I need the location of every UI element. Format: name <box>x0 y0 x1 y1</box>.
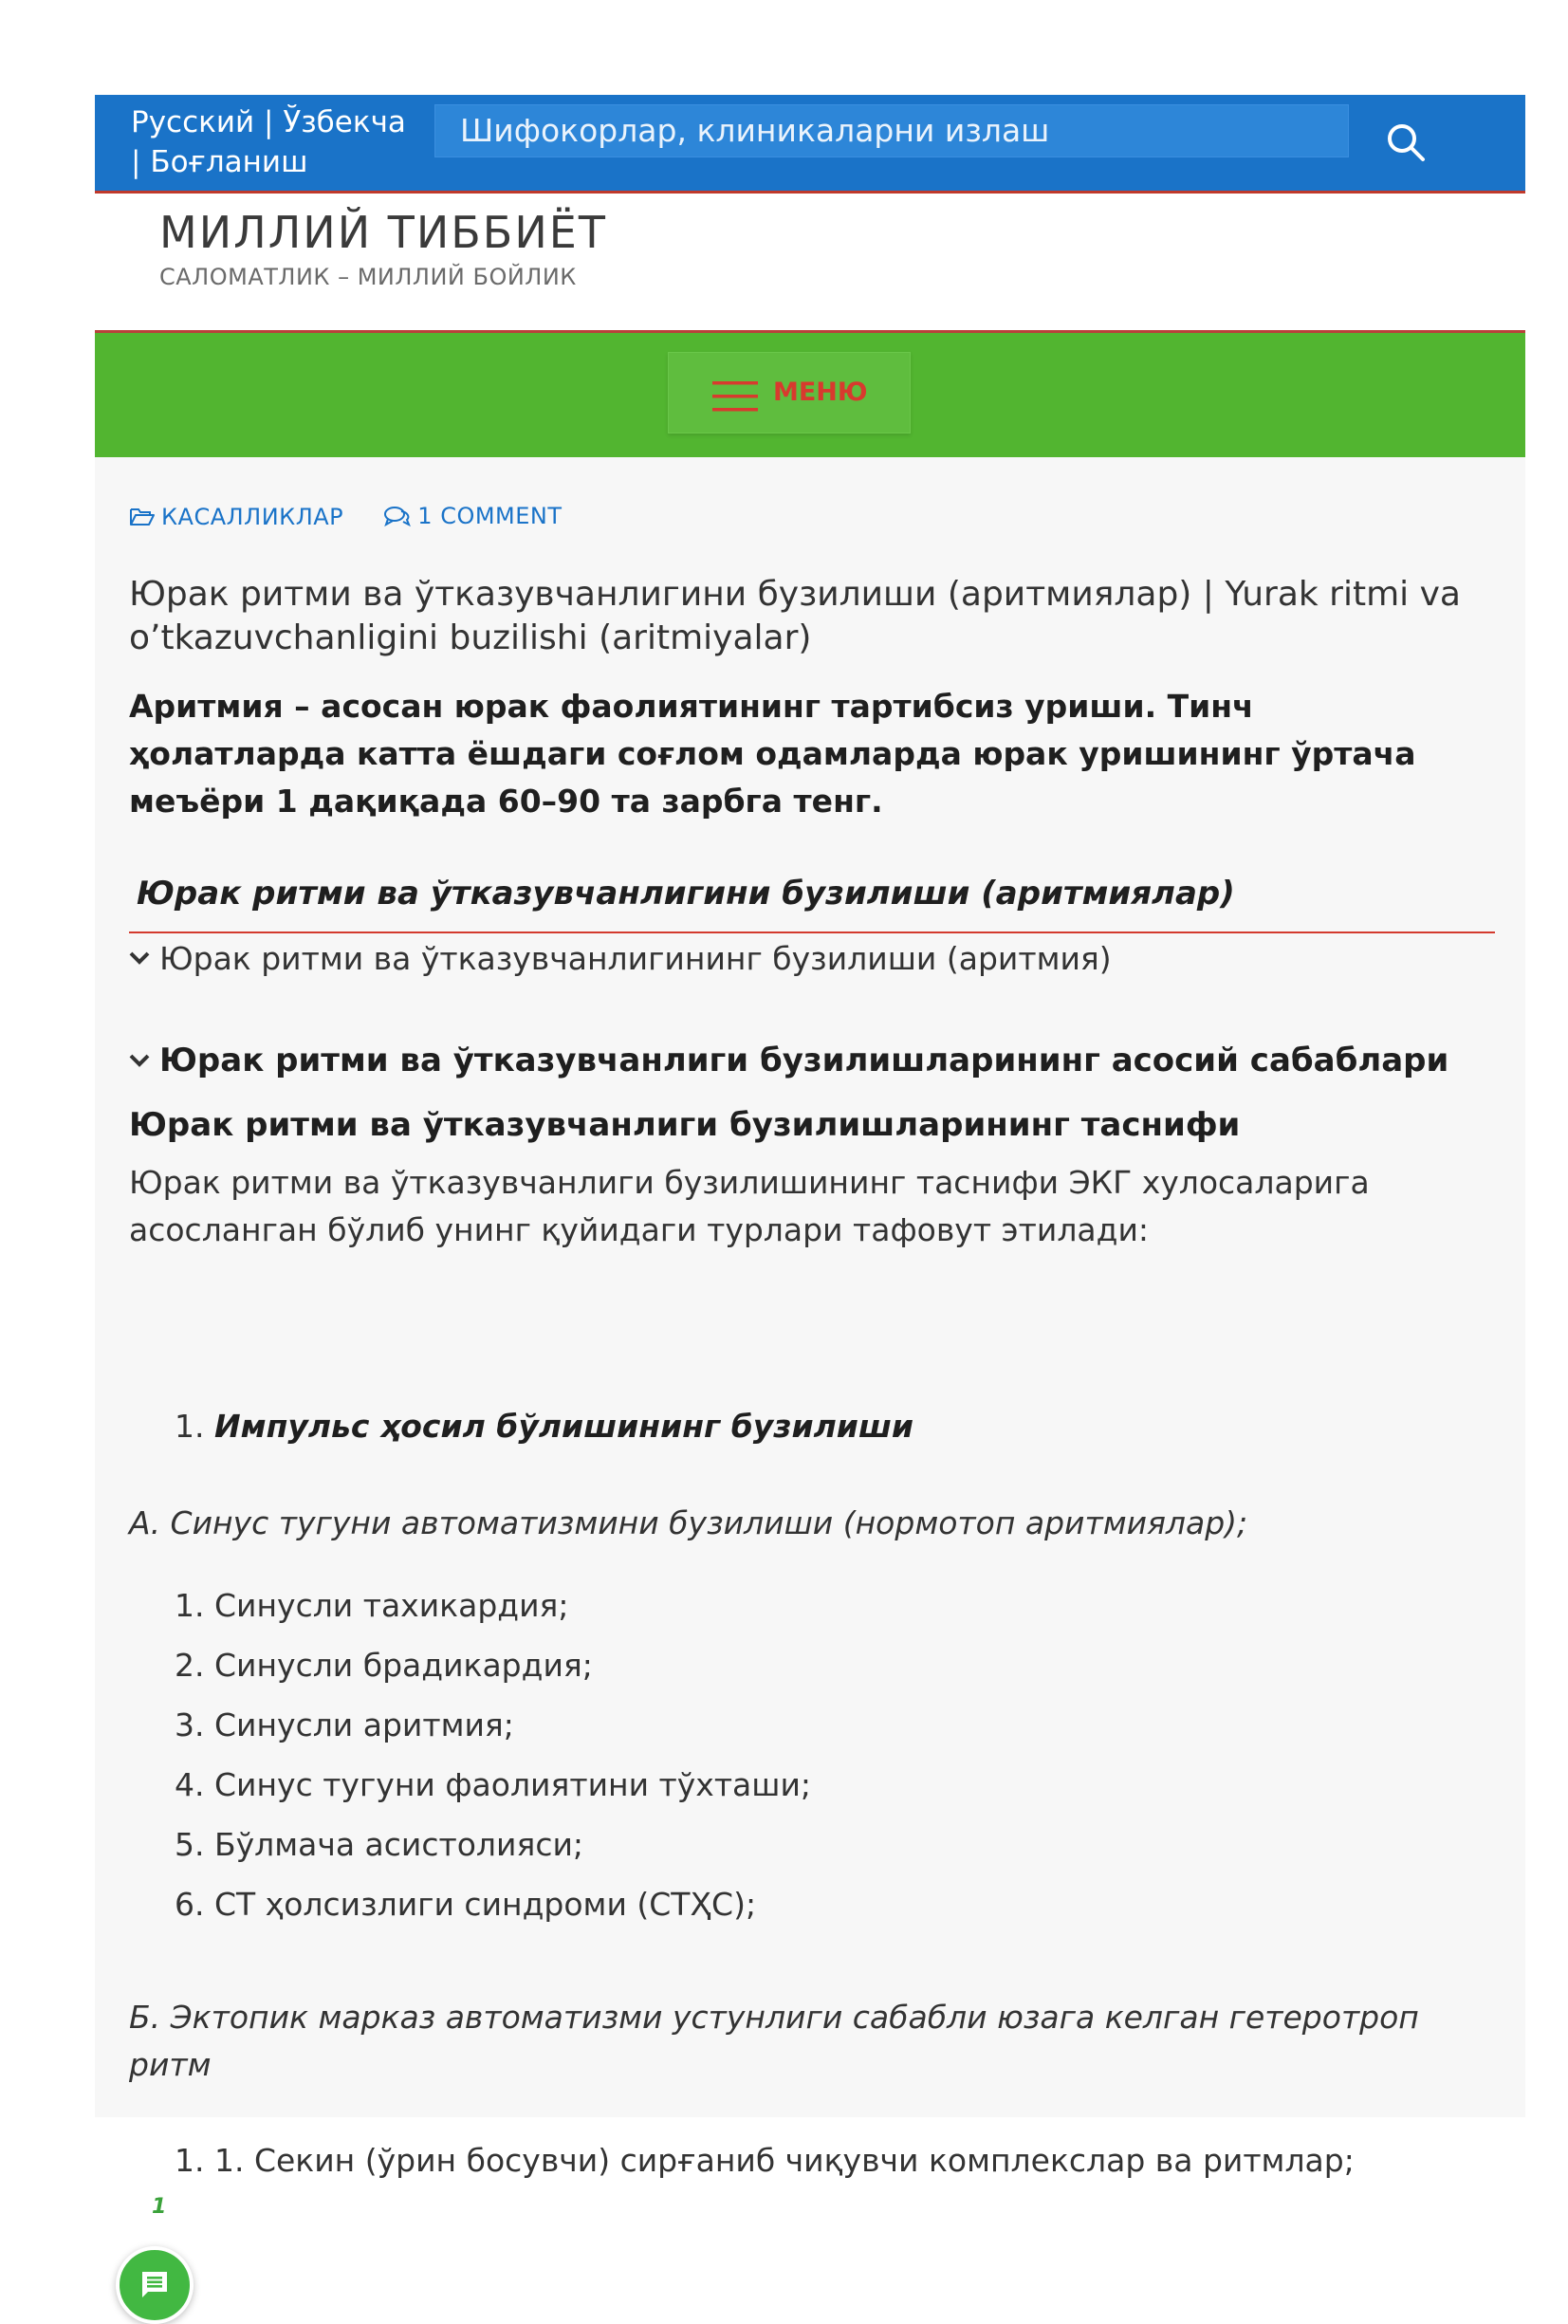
list-item: 4. Синус тугуни фаолиятини тўхташи; <box>175 1766 812 1803</box>
lang-russian-link[interactable]: Русский <box>131 105 255 139</box>
section-paragraph: Юрак ритми ва ўтказувчанлиги бузилишининг таснифи ЭКГ хулосаларига асосланган бўлиб унинг қуйидаги турлари тафовут этилади: <box>129 1164 1370 1248</box>
menu-label: МЕНЮ <box>773 378 868 407</box>
separator: | <box>254 105 284 139</box>
menu-button[interactable] <box>668 352 911 433</box>
ordered-list-item <box>175 1408 913 1445</box>
lang-uzbek-link[interactable]: Ўзбекча <box>283 105 406 139</box>
list-item: 1. Синусли тахикардия; <box>175 1587 569 1624</box>
comments-link[interactable] <box>383 503 562 529</box>
toc-item-label: Юрак ритми ва ўтказувчанлиги бузилишларининг асосий сабаблари <box>159 1042 1449 1079</box>
chat-icon <box>138 2269 171 2301</box>
separator: | <box>131 145 151 179</box>
site-title[interactable]: МИЛЛИЙ ТИББИЁТ <box>159 207 607 258</box>
chevron-down-icon <box>129 950 150 966</box>
section-heading: Юрак ритми ва ўтказувчанлиги бузилишларининг таснифи <box>129 1106 1241 1144</box>
main-navigation <box>95 330 1525 457</box>
list-item: 2. Синусли брадикардия; <box>175 1647 593 1684</box>
search-input[interactable] <box>434 104 1349 157</box>
folder-open-icon <box>129 507 156 527</box>
list-item-text: Импульс ҳосил бўлишининг бузилиши <box>213 1408 914 1445</box>
article-content <box>95 457 1525 2219</box>
language-links <box>131 102 415 182</box>
comments-icon <box>383 505 412 527</box>
subsection-b: Б. Эктопик марказ автоматизми устунлиги сабабли юзага келган гетеротроп ритм <box>129 1999 1419 2083</box>
toc-item-label: Юрак ритми ва ўтказувчанлигининг бузилиши (аритмия) <box>159 939 1112 977</box>
comments-floating-button[interactable] <box>116 2246 194 2324</box>
ordered-list-item: 1. 1. Секин (ўрин босувчи) сирғаниб чиқувчи комплекслар ва ритмлар; <box>175 2142 1355 2179</box>
search-button[interactable] <box>1385 121 1438 175</box>
toc-title: Юрак ритми ва ўтказувчанлигини бузилиши (аритмиялар) <box>137 875 1235 913</box>
post-meta <box>129 503 563 533</box>
contact-link[interactable]: Боғланиш <box>150 145 308 179</box>
site-tagline: САЛОМАТЛИК – МИЛЛИЙ БОЙЛИК <box>159 264 577 290</box>
category-label: КАСАЛЛИКЛАР <box>161 504 344 530</box>
hamburger-icon <box>712 381 758 412</box>
chevron-down-icon <box>129 1053 150 1068</box>
list-item: 6. СТ ҳолсизлиги синдроми (СТҲС); <box>175 1886 757 1923</box>
list-item: 3. Синусли аритмия; <box>175 1706 514 1743</box>
subsection-a: А. Синус тугуни автоматизмини бузилиши (нормотоп аритмиялар); <box>129 1504 1248 1541</box>
category-link[interactable] <box>129 504 343 530</box>
toc-item-1[interactable] <box>129 931 1112 985</box>
list-number: 1. <box>175 1408 214 1445</box>
search-icon <box>1385 121 1427 163</box>
sinus-list <box>175 1582 811 1941</box>
comment-count-badge: 1 <box>152 2195 167 2219</box>
list-item: 5. Бўлмача асистолияси; <box>175 1826 584 1863</box>
article-lead: Аритмия – асосан юрак фаолиятининг тартибсиз уриши. Тинч ҳолатларда катта ёшдаги соғлом одамларда юрак уришининг ўртача меъёри 1 дақиқада 60–90 та зарбга тенг. <box>129 688 1416 820</box>
search-placeholder: Шифокорлар, клиникаларни излаш <box>460 112 1050 149</box>
article-title: Юрак ритми ва ўтказувчанлигини бузилиши (аритмиялар) | Yurak ritmi va o’tkazuvchanligini buzilishi (aritmiyalar) <box>129 575 1461 657</box>
toc-item-2[interactable] <box>129 1032 1448 1089</box>
comments-label: 1 COMMENT <box>417 503 563 529</box>
top-bar <box>95 95 1525 194</box>
